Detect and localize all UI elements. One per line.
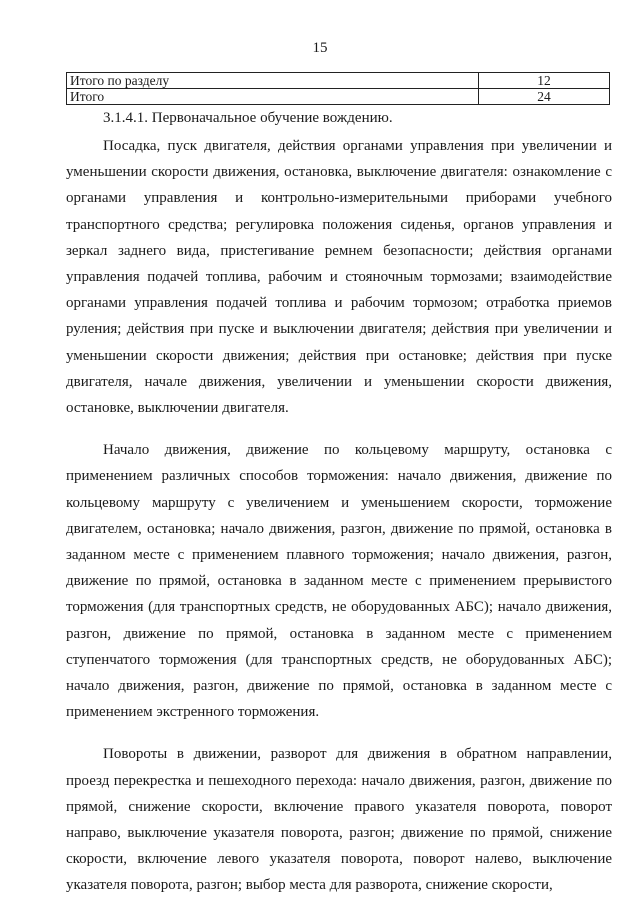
paragraph: Начало движения, движение по кольцевому маршруту, остановка с применением различных способов торможения: начало движения, движение по кольцевому маршруту с увеличением и уменьшением скорости, торможение двигателем, остановка; начало движения, разгон, движение по прямой, остановка в заданном месте с применением плавного торможения; начало движения, разгон, движение по прямой, остановка в заданном месте с применением прерывистого торможения (для транспортных средств, не оборудованных АБС); начало движения, разгон, движение по прямой, остановка в заданном месте с применением ступенчатого торможения (для транспортных средств, не оборудованных АБС); начало движения, разгон, движение по прямой, остановка в заданном месте с применением экстренного торможения. xyxy=(66,442,612,721)
row-label: Итого xyxy=(67,89,479,105)
paragraph: Повороты в движении, разворот для движения в обратном направлении, проезд перекрестка и пешеходного перехода: начало движения, разгон, движение по прямой, снижение скорости, включение правого указателя поворота, поворот направо, выключение указателя поворота, разгон; движение по прямой, снижение скорости, включение левого указателя поворота, поворот налево, выключение указателя поворота, разгон; выбор места для разворота, снижение скорости, xyxy=(66,746,612,894)
section-heading: 3.1.4.1. Первоначальное обучение вождению. xyxy=(103,110,393,126)
row-value: 24 xyxy=(479,89,610,105)
row-label: Итого по разделу xyxy=(67,73,479,89)
row-value: 12 xyxy=(479,73,610,89)
body-text xyxy=(66,133,612,915)
paragraph: Посадка, пуск двигателя, действия органами управления при увеличении и уменьшении скорости движения, остановка, выключение двигателя: ознакомление с органами управления и контрольно-измерительными приборами учебного транспортного средства; регулировка положения сиденья, органов управления и зеркал заднего вида, пристегивание ремнем безопасности; действия органами управления подачей топлива, рабочим и стояночным тормозами; взаимодействие органами управления подачей топлива и рабочим тормозом; отработка приемов руления; действия при пуске и выключении двигателя; действия при увеличении и уменьшении скорости движения; действия при остановке; действия при пуске двигателя, начале движения, увеличении и уменьшении скорости движения, остановке, выключении двигателя. xyxy=(66,138,612,417)
table-row xyxy=(67,73,610,89)
summary-table xyxy=(66,72,610,105)
page-number: 15 xyxy=(312,40,328,56)
table-row xyxy=(67,89,610,105)
